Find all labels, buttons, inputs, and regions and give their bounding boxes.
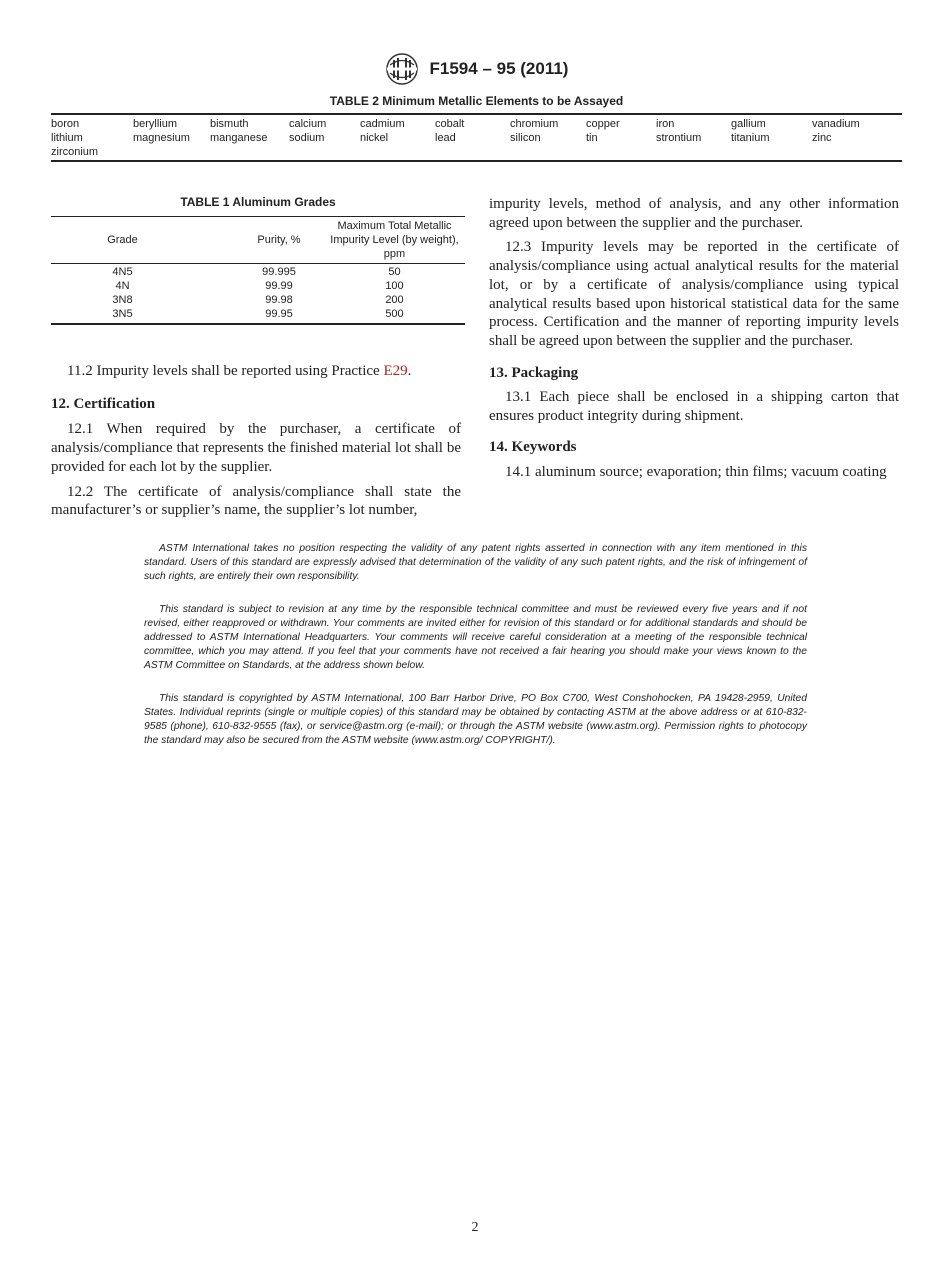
table-cell: cadmium	[360, 118, 405, 130]
table-cell: copper	[586, 118, 620, 130]
table-cell: tin	[586, 132, 598, 144]
table-cell: iron	[656, 118, 675, 130]
paragraph-12-2: 12.2 The certificate of analysis/compliance shall state the manufacturer’s or supplier’s name, the supplier’s lot number,	[51, 483, 461, 519]
table-1	[51, 195, 465, 325]
table-1-body	[51, 264, 465, 325]
table-cell: lead	[435, 132, 456, 144]
table-cell: 99.99	[265, 280, 293, 292]
table-row	[51, 279, 465, 293]
page-header	[0, 52, 950, 86]
table-row	[51, 145, 902, 159]
table-cell: beryllium	[133, 118, 178, 130]
paragraph-14-1: 14.1 aluminum source; evaporation; thin films; vacuum coating	[505, 464, 887, 481]
table-cell: 4N5	[112, 266, 133, 278]
document-id: F1594 – 95 (2011)	[429, 59, 569, 78]
table-1-caption: TABLE 1 Aluminum Grades	[180, 195, 336, 209]
section-14-heading: 14. Keywords	[489, 438, 577, 455]
table-cell: 100	[385, 280, 404, 292]
table-cell: bismuth	[210, 118, 249, 130]
legal-notices	[144, 542, 807, 767]
table-cell: 3N5	[112, 308, 133, 320]
table-row	[51, 117, 902, 131]
paragraph-13-1: 13.1 Each piece shall be enclosed in a shipping carton that ensures product integrity during shipment.	[489, 389, 899, 425]
left-column	[51, 362, 461, 520]
section-12-heading: 12. Certification	[51, 395, 156, 412]
paragraph-12-1: 12.1 When required by the purchaser, a certificate of analysis/compliance that represents the finished material lot shall be provided for each lot by the supplier.	[51, 421, 461, 475]
table-cell: titanium	[731, 132, 770, 144]
table-cell: 99.98	[265, 294, 293, 306]
table-cell: 50	[388, 266, 401, 278]
table-row	[51, 131, 902, 145]
column-header-purity: Purity, %	[257, 234, 301, 246]
table-cell: strontium	[656, 132, 702, 144]
table-cell: 3N8	[112, 294, 133, 306]
paragraph-11-2: 11.2 Impurity levels shall be reported using Practice E29.	[67, 363, 412, 379]
right-column	[489, 195, 899, 482]
table-cell: calcium	[289, 118, 327, 130]
table-cell: 99.95	[265, 308, 293, 320]
table-cell: chromium	[510, 118, 559, 130]
table-cell: manganese	[210, 132, 268, 144]
table-cell: gallium	[731, 118, 766, 130]
table-cell: 4N	[115, 280, 130, 292]
table-cell: nickel	[360, 132, 389, 144]
table-row	[51, 307, 465, 321]
table-cell: 200	[385, 294, 404, 306]
copyright-notice: This standard is copyrighted by ASTM International, 100 Barr Harbor Drive, PO Box C700, West Conshohocken, PA 19428-2959, United States. Individual reprints (single or multiple copies) of this standard may be obtained by contacting ASTM at the above address or at 610-832-9585 (phone), 610-832-9555 (fax), or service@astm.org (e-mail); or through the ASTM website (www.astm.org). Permission rights to photocopy the standard may also be secured from the ASTM website (www.astm.org/ COPYRIGHT/).	[144, 693, 807, 746]
table-cell: cobalt	[435, 118, 465, 130]
table-cell: 500	[385, 308, 404, 320]
table-2-caption: TABLE 2 Minimum Metallic Elements to be Assayed	[329, 94, 624, 108]
table-cell: sodium	[289, 132, 325, 144]
table-cell: silicon	[510, 132, 541, 144]
table-cell: zirconium	[51, 146, 99, 158]
section-13-heading: 13. Packaging	[489, 364, 579, 381]
table-row	[51, 293, 465, 307]
patent-notice: ASTM International takes no position respecting the validity of any patent rights asserted in connection with any item mentioned in this standard. Users of this standard are expressly advised that determination of the validity of any such patent rights, and the risk of infringement of such rights, are entirely their own responsibility.	[144, 543, 807, 582]
column-header-grade: Grade	[107, 234, 138, 246]
table-2	[51, 94, 902, 162]
table-2-grid	[51, 113, 902, 162]
table-cell: lithium	[51, 132, 83, 144]
table-cell: zinc	[812, 132, 832, 144]
table-cell: 99.995	[262, 266, 296, 278]
table-cell: vanadium	[812, 118, 860, 130]
table-cell: magnesium	[133, 132, 190, 144]
astm-logo-icon	[382, 52, 422, 86]
page-number: 2	[471, 1220, 479, 1235]
practice-e29-link[interactable]: E29	[383, 363, 408, 379]
table-cell: boron	[51, 118, 80, 130]
table-1-header-row	[51, 216, 465, 264]
paragraph-12-2-continued: impurity levels, method of analysis, and any other information agreed upon between the supplier and the purchaser.	[489, 196, 899, 231]
revision-notice: This standard is subject to revision at any time by the responsible technical committee and must be reviewed every five years and if not revised, either reapproved or withdrawn. Your comments are invited either for revision of this standard or for additional standards and should be addressed to ASTM International Headquarters. Your comments will receive careful consideration at a meeting of the responsible technical committee, which you may attend. If you feel that your comments have not received a fair hearing you should make your views known to the ASTM Committee on Standards, at the address shown below.	[144, 604, 807, 671]
column-header-impurity: Maximum Total Metallic Impurity Level (by weight), ppm	[330, 220, 459, 260]
table-row	[51, 265, 465, 279]
paragraph-12-3: 12.3 Impurity levels may be reported in the certificate of analysis/compliance using actual analytical results for the material lot, or by a certificate of analysis/compliance using typical analytical results based upon historical statistical data for the same process. Certification and the manner of reporting impurity levels shall be agreed upon between the supplier and the purchaser.	[489, 239, 899, 349]
